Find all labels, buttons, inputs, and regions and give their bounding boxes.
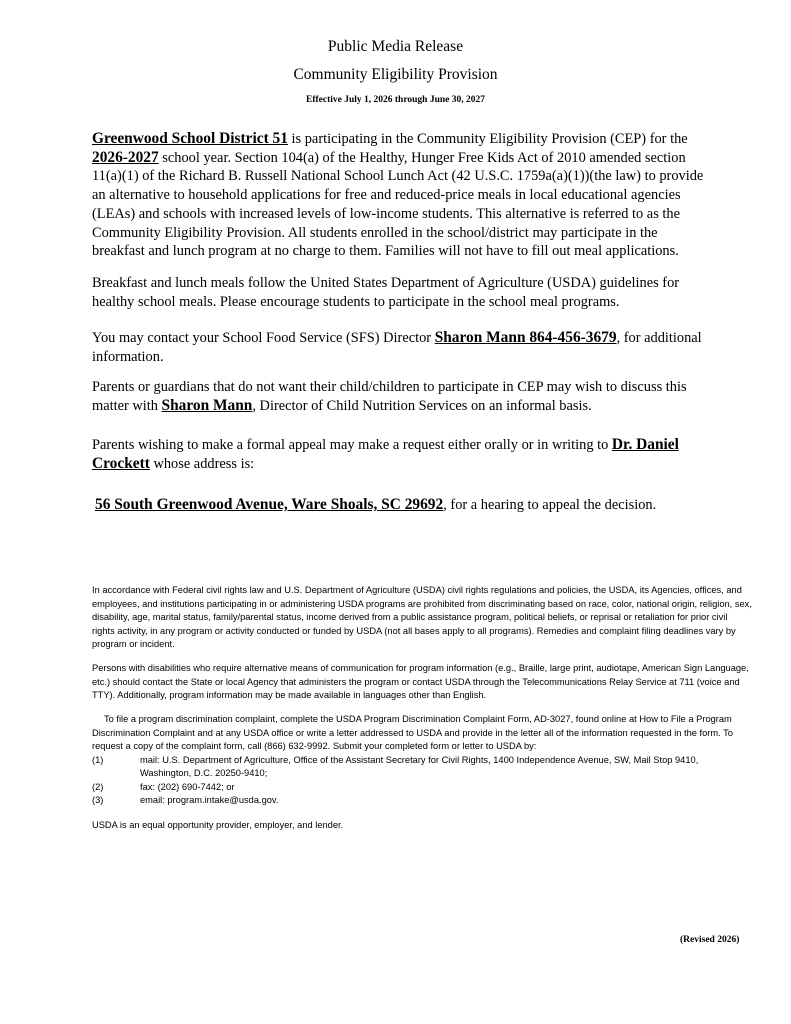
list-item-text: mail: U.S. Department of Agriculture, Office of the Assistant Secretary for Civil Rights, 1400 Independence Avenue, SW, Mail Stop 9410, Washington, D.C. 20250-9410; [140,754,699,778]
effective-dates: Effective July 1, 2026 through June 30, 2027 [305,95,485,105]
list-item-text: fax: (202) 690-7442; or [140,781,235,792]
guidelines-paragraph: Breakfast and lunch meals follow the United States Department of Agriculture (USDA) guidelines for healthy school meals. Please encourage students to participate in the school meal programs. [92,275,680,310]
district-name: Greenwood School District 51 [92,130,288,147]
participation-paragraph [92,130,704,261]
participation-text-2: school year. Section 104(a) of the Healthy, Hunger Free Kids Act of 2010 amended section 11(a)(1) of the Richard B. Russell National School Lunch Act (42 U.S.C. 1759a(a)(1))(the law) to provide an alternative to household applications for free and reduced-price meals in local educational agencies (LEAs) and schools with increased levels of low-income students. This alternative is referred to as the Community Eligibility Provision. All students enrolled in the school/district may participate in the breakfast and lunch program at no charge to them. Families will not have to fill out meal applications. [92,149,704,260]
school-year: 2026-2027 [92,148,159,166]
director-contact: Sharon Mann 864-456-3679 [434,329,617,346]
list-item [92,794,752,808]
opt-out-paragraph [92,378,704,415]
list-item [92,781,752,795]
hearing-address: 56 South Greenwood Avenue, Ware Shoals, SC 29692 [95,496,444,513]
revision-note: (Revised 2026) [680,935,740,945]
list-item-number: (1) [92,754,104,765]
appeal-text-1: Parents wishing to make a formal appeal may make a request either orally or in writing to [92,437,612,453]
hearing-official-name: Dr. Daniel Crockett [92,436,679,472]
opt-out-text-1: Parents or guardians that do not want their child/children to participate in CEP may wish to discuss this matter with [92,379,687,414]
contact-text-2: , for additional information. [92,330,702,365]
complaint-instructions [92,713,752,808]
participation-text-1: is participating in the Community Eligibility Provision (CEP) for the [287,131,688,147]
equal-opportunity-statement: USDA is an equal opportunity provider, employer, and lender. [92,820,344,830]
nutrition-director-name: Sharon Mann [161,396,253,414]
opt-out-text-2: , Director of Child Nutrition Services on an informal basis. [252,397,592,414]
complaint-intro: To file a program discrimination complaint, complete the USDA Program Discrimination Complaint Form, AD-3027, found online at How to File a Program Discrimination Complaint and at any USDA office or write a letter addressed to USDA and provide in the letter all of the information requested in the form. To request a copy of the complaint form, call (866) 632-9992. Submit your completed form or letter to USDA by: [92,714,733,751]
appeal-text-2: whose address is: [149,455,255,472]
address-text: , for a hearing to appeal the decision. [443,497,657,513]
list-item-text: email: program.intake@usda.gov. [140,795,279,805]
appeal-paragraph [92,436,704,473]
list-item-number: (2) [92,781,104,792]
list-item-number: (3) [92,795,104,805]
contact-text-1: You may contact your School Food Service (SFS) Director [92,330,435,346]
document-subtitle: Community Eligibility Provision [293,66,498,83]
list-item [92,754,752,781]
nondiscrimination-statement: In accordance with Federal civil rights law and U.S. Department of Agriculture (USDA) civil rights regulations and policies, the USDA, its Agencies, offices, and employees, and institutions participating in or administering USDA programs are prohibited from discriminating based on race, color, national origin, religion, sex, disability, age, marital status, family/parental status, income derived from a public assistance program, political beliefs, or reprisal or retaliation for prior civil rights activity, in any program or activity conducted or funded by USDA (not all bases apply to all programs). Remedies and complaint filing deadlines vary by program or incident. [92,585,752,649]
document-title: Public Media Release [327,38,464,55]
contact-paragraph [92,329,704,366]
address-paragraph [95,496,755,515]
disability-statement: Persons with disabilities who require alternative means of communication for program information (e.g., Braille, large print, audiotape, American Sign Language, etc.) should contact the State or local Agency that administers the program or contact USDA through the Telecommunications Relay Service at 711 (voice and TTY). Additionally, program information may be made available in languages other than English. [92,663,749,700]
